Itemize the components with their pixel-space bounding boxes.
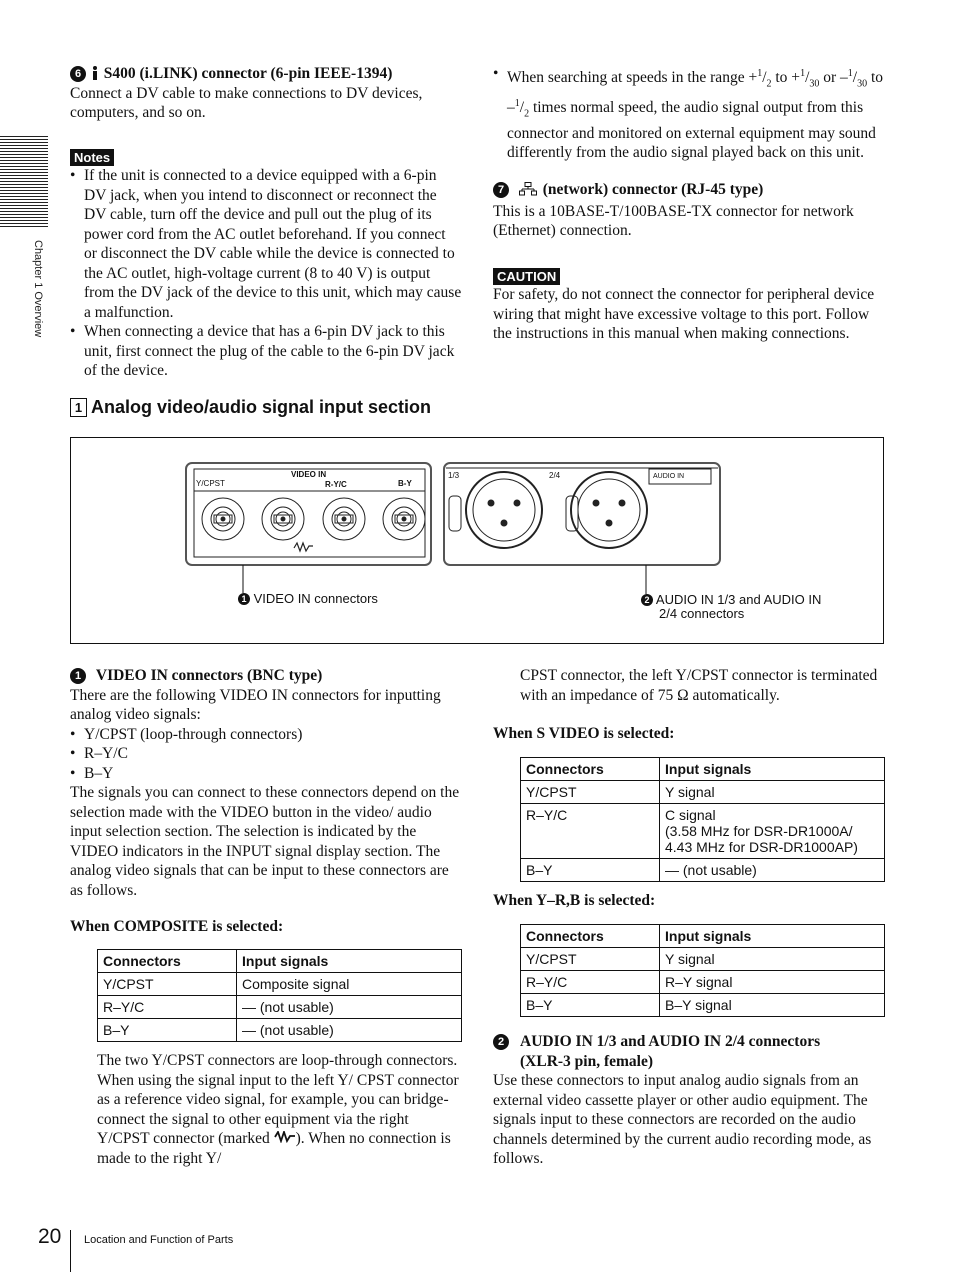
note-item: • When connecting a device that has a 6-pin DV jack to this unit, first connect the plug of the cable to the 6-pin DV jack of the device. [70,322,462,381]
callout-2-line1: AUDIO IN 1/3 and AUDIO IN [655,592,822,607]
col-connectors: Connectors [521,925,660,948]
callout-2 [641,593,821,621]
cell-connector: Y/CPST [521,948,660,971]
video-intro: There are the following VIDEO IN connectors for inputting analog video signals: [70,686,441,723]
item6-body: Connect a DV cable to make connections to DV devices, computers, and so on. [70,84,423,121]
page-number: 20 [38,1225,62,1248]
col-input-signals: Input signals [660,758,885,781]
ycpst-label: Y/CPST [196,479,225,488]
cell-connector: B–Y [521,859,660,882]
svideo-heading: When S VIDEO is selected: [493,725,675,742]
composite-table [97,949,462,1042]
notes-label: Notes [70,149,114,166]
item6-heading [70,64,462,84]
cell-signal: — (not usable) [237,996,462,1019]
notes-list [70,166,462,381]
cell-connector: B–Y [521,994,660,1017]
video-connector-item: • R–Y/C [70,744,462,764]
table-row [98,996,462,1019]
caution-label: CAUTION [493,268,560,285]
composite-heading: When COMPOSITE is selected: [70,918,284,935]
callout-1-number: 1 [238,593,250,605]
cell-connector: R–Y/C [521,971,660,994]
table-row [521,994,885,1017]
cell-signal: B–Y signal [660,994,885,1017]
loop-through-icon [274,1129,296,1149]
footer-text: Location and Function of Parts [84,1234,234,1246]
search-note [493,64,885,163]
xlr-connector-2 [566,472,647,548]
bnc-connector-1 [202,498,244,540]
cell-connector: Y/CPST [521,781,660,804]
yrb-heading: When Y–R,B is selected: [493,892,656,909]
loop-text-a: The two Y/CPST connectors are loop-through connectors. When using the signal input to the left Y/ CPST connector as a reference video signal, for example, you can bridge-connect the signal to other equipment via the right Y/CPST connector (marked [97,1052,459,1147]
video-heading [70,666,462,686]
yrb-table [520,924,885,1017]
audio-section [493,1032,885,1169]
callout-2-line2: 2/4 connectors [659,606,745,621]
table-row [98,1019,462,1042]
network-icon [519,182,537,202]
caution-label-wrap [493,268,560,286]
cell-connector: R–Y/C [98,996,237,1019]
callout-1 [238,592,378,606]
caution-body: For safety, do not connect the connector for peripheral device wiring that might have excessive voltage to this port. Follow the instructions in this manual when making connections. [493,286,875,342]
loop-through-text [97,1051,462,1168]
loop-text-continued: CPST connector, the left Y/CPST connector is terminated with an impedance of 75 Ω automatically. [520,667,878,704]
video-connector-item: • B–Y [70,764,462,784]
item7-number: 7 [493,182,509,198]
table-row [521,948,885,971]
audio-body: Use these connectors to input analog audio signals from an external video cassette player or other audio equipment. The signals input to these connectors are recorded on the audio channels determined by the current audio recording mode, as follows. [493,1072,872,1167]
section-title: Analog video/audio signal input section [91,397,432,417]
section-marker: 1 [70,398,87,417]
video-connector-item: • Y/CPST (loop-through connectors) [70,725,462,745]
audio-number: 2 [493,1034,509,1050]
col-connectors: Connectors [521,758,660,781]
note-item: • If the unit is connected to a device equipped with a 6-pin DV jack, when you intend to disconnect or reconnect the DV cable, turn off the device and pull out the plug of its power cord from the AC outlet beforehand. If you connect or disconnect the DV cable while the device is connected to the AC outlet, high-voltage current (8 to 40 V) is output from the DV jack of the device to this unit, which may cause a malfunction. [70,166,462,322]
item7-body: This is a 10BASE-T/100BASE-TX connector for network (Ethernet) connection. [493,202,854,239]
table-row [521,859,885,882]
section-heading [70,397,431,418]
table-row [521,781,885,804]
cell-connector: B–Y [98,1019,237,1042]
loop-text-b: ). When no connection is made to the right Y/ [97,1130,451,1167]
table-header-row [98,950,462,973]
video-body: The signals you can connect to these connectors depend on the selection made with the VIDEO button in the video/ audio input selection section. The selection is indicated by the VIDEO indicators in the INPUT signal display section. The analog video signals that can be input to these connectors are as follows. [70,784,460,899]
search-note-item: • When searching at speeds in the range $+^1/_2$ to $+^1/_{30}$ or $-^1/_{30}$ to $-^1/_2$ times normal speed, the audio signal output from this connector and monitored on external equipment may sound differently from the audio signal played back on this unit. [493,64,885,163]
cell-signal: Y signal [660,948,885,971]
chapter-label: Chapter 1 Overview [32,240,44,338]
xlr-connector-1 [449,472,542,548]
audio-heading [493,1032,885,1071]
cell-signal: R–Y signal [660,971,885,994]
cell-signal: Y signal [660,781,885,804]
callout-2-number: 2 [641,594,653,606]
item6-title: S400 (i.LINK) connector (6-pin IEEE-1394) [103,65,393,82]
table-header-row [521,758,885,781]
chapter-tab [0,136,48,229]
ilink-icon [90,66,100,80]
audio24-label: 2/4 [549,471,561,480]
col-input-signals: Input signals [237,950,462,973]
bnc-connector-4 [383,498,425,540]
item7-block [493,180,885,241]
audio-in-label: AUDIO IN [653,473,685,480]
bnc-connector-2 [262,498,304,540]
table-header-row [521,925,885,948]
bnc-connector-3 [323,498,365,540]
video-connector-list [70,725,462,784]
table-row [521,804,885,859]
cell-connector: R–Y/C [521,804,660,859]
audio13-label: 1/3 [448,471,460,480]
col-connectors: Connectors [98,950,237,973]
footer-divider [70,1230,71,1272]
cell-signal: — (not usable) [660,859,885,882]
ryc-label: R-Y/C [325,480,347,489]
audio-title-line1: AUDIO IN 1/3 and AUDIO IN 2/4 connectors [520,1033,821,1050]
audio-title-line2: (XLR-3 pin, female) [520,1052,654,1070]
video-number: 1 [70,668,86,684]
video-title: VIDEO IN connectors (BNC type) [95,667,323,684]
cell-signal: Composite signal [237,973,462,996]
video-section [70,666,462,900]
item7-heading [493,180,885,202]
col-input-signals: Input signals [660,925,885,948]
item6-number: 6 [70,66,86,82]
cell-signal: C signal (3.58 MHz for DSR-DR1000A/ 4.43 MHz for DSR-DR1000AP) [660,804,885,859]
item6-block [70,64,462,123]
cell-signal: — (not usable) [237,1019,462,1042]
table-row [521,971,885,994]
notes-label-wrap [70,149,114,167]
item7-title: (network) connector (RJ-45 type) [542,181,764,198]
table-row [98,973,462,996]
cell-connector: Y/CPST [98,973,237,996]
by-label: B-Y [398,479,412,488]
callout-1-text: VIDEO IN connectors [253,591,378,606]
loop-through-mark [294,543,313,551]
svideo-table [520,757,885,882]
connector-diagram [70,437,884,644]
video-in-label: VIDEO IN [291,470,327,479]
